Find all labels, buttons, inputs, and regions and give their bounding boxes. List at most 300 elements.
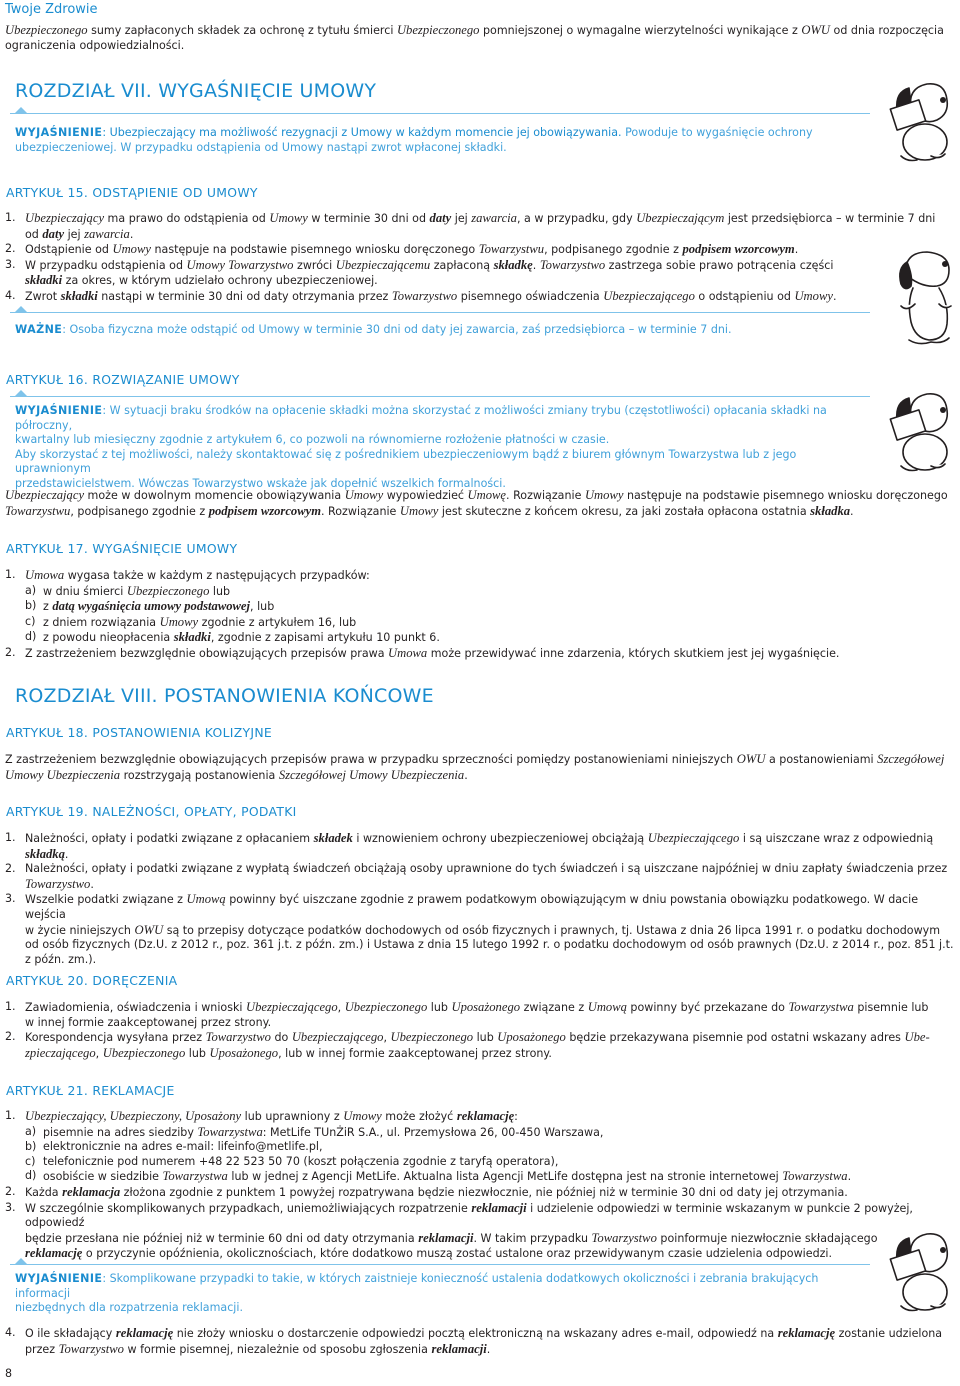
defined-term: Umową (587, 1000, 627, 1014)
note-text: : Osoba fizyczna może odstąpić od Umowy w terminie 30 dni od daty jej zawarcia, zaś przedsiębiorca – w terminie 7 dni. (62, 323, 732, 336)
text-run: Z zastrzeżeniem bezwzględnie obowiązujących przepisów prawa w przypadku sprzeczności pomiędzy postanowieniami niniejszych (5, 753, 737, 766)
text-run: . Rozwiązanie (506, 489, 585, 502)
article-20-list (5, 1000, 955, 1061)
defined-term: Umowy (159, 614, 199, 629)
text-run: w terminie 30 dni od (307, 212, 430, 225)
page-number: 8 (5, 1367, 13, 1380)
text-run: jej (451, 212, 472, 225)
defined-term-bold: reklamacji (431, 1341, 487, 1356)
defined-term-bold: reklamację (25, 1246, 83, 1261)
list-item (5, 258, 955, 289)
text-line (25, 1342, 955, 1358)
text-line (25, 258, 955, 274)
text-run: są to przepisy dotyczące podatków dochodowych od osób fizycznych i prawnych, tj. Ustawa z dnia 26 lipca 1991 r. o podatku dochodowym (163, 923, 941, 937)
text-run: W szczególnie skomplikowanych przypadkach, uniemożliwiających rozpatrzenie (25, 1201, 472, 1215)
text-line (25, 1000, 955, 1016)
text-run: lub uprawniony z (241, 1110, 344, 1123)
text-run: zgodnie z artykułem 16, lub (198, 615, 357, 629)
text-line (25, 1185, 955, 1201)
list-number: b) (25, 1140, 37, 1154)
text-run: w dniu śmierci (43, 584, 127, 598)
numbered-list (5, 568, 955, 662)
text-run: Należności, opłaty i podatki związane z opłacaniem (25, 832, 314, 845)
text-line (25, 938, 955, 953)
defined-term: OWU (736, 752, 766, 766)
text-line (25, 892, 955, 922)
text-line (25, 1046, 955, 1062)
defined-term: Umowy Towarzystwo (186, 257, 294, 272)
text-line (25, 831, 955, 847)
list-number: c) (25, 614, 36, 628)
defined-term-bold: składka (810, 503, 851, 518)
text-run: następuje na podstawie pisemnego wniosku doręczonego (150, 243, 479, 257)
text-run: , (337, 1001, 345, 1014)
article-19-list (5, 831, 955, 967)
sub-list (25, 1125, 955, 1185)
numbered-list (5, 1326, 955, 1357)
defined-term: Uposażonego (209, 1045, 279, 1060)
note-divider (10, 396, 870, 397)
intro-text: pomniejszonej o wymagalne wierzytelności wynikające z (479, 24, 802, 37)
defined-term: Ubezpieczającego (246, 1000, 338, 1014)
text-line (25, 211, 955, 227)
text-run: złożona zgodnie z punktem 1 powyżej rozpatrywana będzie niezwłocznie, nie później niż w terminie 30 dni od daty jej otrzymania. (120, 1185, 848, 1199)
defined-term: Ubezpieczonego (344, 1000, 428, 1014)
text-run: . (90, 877, 94, 891)
note-divider (10, 1264, 870, 1265)
text-run: o przyczynie opóźnienia, okolicznościach, które dodatkowo muszą zostać ustalone oraz przewidywanym czasie udzielenia odpowiedzi. (82, 1247, 833, 1261)
defined-term: Ube- (904, 1030, 930, 1045)
defined-term: Ubezpieczający (25, 211, 105, 225)
list-number: b) (25, 599, 37, 613)
list-item (25, 1155, 955, 1170)
text-run: , lub (250, 600, 275, 614)
header-title: Twoje Zdrowie (5, 2, 98, 17)
defined-term: Towarzystwo (58, 1341, 124, 1356)
text-run: zastrzega sobie prawo potrącenia części (605, 258, 834, 272)
article-16-note (15, 404, 875, 492)
article-21-list (5, 1109, 955, 1262)
note-text: Aby skorzystać z tej możliwości, należy skontaktować się z pośrednikiem ubezpieczeniowym bądź z biurem głównym Towarzystwa lub z jego uprawnionym (15, 447, 797, 476)
defined-term: Umowy (584, 488, 624, 502)
intro-term: OWU (801, 23, 831, 37)
text-run: . (832, 289, 837, 303)
text-run: Zawiadomienia, oświadczenia i wnioski (25, 1001, 247, 1014)
text-line (43, 615, 955, 631)
text-run: , zgodnie z zapisami artykułu 10 punkt 6. (210, 631, 440, 645)
text-line (25, 273, 955, 289)
defined-term: Umowa (388, 645, 428, 660)
text-line (43, 630, 955, 646)
text-run: przez (25, 1342, 59, 1356)
text-run: pisemnie na adres siedziby (43, 1125, 198, 1139)
text-run: . (464, 768, 468, 782)
defined-term: Towarzystwo (391, 288, 458, 303)
defined-term: Ubezpieczonego (126, 583, 210, 598)
text-run: wygasa także w każdym z następujących przypadków: (64, 569, 370, 582)
text-run: . (794, 243, 799, 257)
text-run: w formie pisemnej, niezależnie od sposobu zgłoszenia (123, 1342, 432, 1356)
note-label: WAŻNE (15, 323, 63, 336)
text-run: z powodu nieopłacenia (43, 631, 174, 645)
defined-term: Umowy (344, 488, 384, 502)
text-line (25, 953, 955, 968)
text-run: Zwrot (25, 289, 61, 303)
text-run: z (43, 600, 53, 614)
defined-term-bold: reklamację (777, 1326, 836, 1340)
list-item (5, 568, 955, 646)
defined-term-bold: daty (429, 211, 452, 225)
list-number: c) (25, 1154, 36, 1168)
text-run: od (25, 227, 43, 241)
text-line (43, 1169, 955, 1185)
list-number: 2. (5, 645, 16, 659)
list-item (5, 242, 955, 258)
defined-term: Towarzystwu (478, 242, 545, 257)
text-line (25, 923, 955, 939)
text-run: poinformuje niezwłocznie składającego (656, 1231, 878, 1245)
defined-term: Ubezpieczający (5, 488, 85, 502)
list-item (5, 1185, 955, 1201)
text-line (25, 877, 955, 893)
defined-term: Ubezpieczającemu (335, 257, 431, 272)
text-run: . (850, 504, 854, 518)
text-line (43, 584, 955, 600)
intro-term: Ubezpieczonego (5, 23, 88, 37)
list-item (25, 630, 955, 646)
note-pointer (15, 1258, 27, 1264)
text-run: osobiście w siedzibie (43, 1170, 163, 1184)
text-run: telefonicznie pod numerem +48 22 523 50 70 (koszt połączenia zgodnie z taryfą operatora), (43, 1154, 559, 1168)
list-number: 2. (5, 1184, 16, 1198)
intro-text: od dnia rozpoczęcia (830, 24, 944, 37)
text-line (5, 488, 955, 504)
text-run: pisemnego oświadczenia (457, 289, 604, 303)
text-line (25, 1246, 955, 1262)
article-15-title: ARTYKUŁ 15. ODSTĄPIENIE OD UMOWY (6, 185, 258, 200)
text-run: lub (185, 1046, 210, 1060)
text-run: powinny być przekazane do (626, 1001, 789, 1014)
article-17-title: ARTYKUŁ 17. WYGAŚNIĘCIE UMOWY (6, 541, 238, 556)
list-item (25, 1140, 955, 1155)
defined-term-bold: składki (25, 273, 63, 288)
text-run: , (383, 1031, 391, 1045)
note-text: przedstawicielstwem. Wówczas Towarzystwo wskaże jak dopełnić wszelkich formalności. (15, 476, 506, 490)
defined-term: Towarzystwu (5, 503, 71, 518)
sub-list (25, 584, 955, 646)
defined-term-bold: składek (313, 831, 353, 845)
list-item (25, 584, 955, 600)
defined-term: Umowy (794, 288, 833, 303)
defined-term: Towarzystwo (205, 1030, 271, 1045)
text-run: związane z (520, 1001, 588, 1014)
defined-term: OWU (134, 922, 164, 937)
text-line (5, 752, 955, 768)
text-run: . (486, 1342, 491, 1356)
defined-term-bold: reklamację (115, 1326, 174, 1340)
defined-term: Umowę (467, 488, 507, 502)
text-line (43, 1140, 955, 1155)
defined-term: Towarzystwa (162, 1169, 228, 1184)
defined-term: Umową (186, 892, 226, 907)
intro-line-1 (5, 23, 955, 39)
defined-term-bold: reklamacji (418, 1230, 474, 1245)
text-run: Odstąpienie od (25, 243, 113, 257)
list-number: 4. (5, 1326, 16, 1339)
text-run: w życie niniejszych (25, 923, 135, 937)
list-number: 4. (5, 288, 16, 302)
text-run: nastąpi w terminie 30 dni od daty otrzymania przez (97, 289, 392, 303)
article-20-title: ARTYKUŁ 20. DORĘCZENIA (6, 973, 178, 988)
list-item (5, 1109, 955, 1185)
article-21-item-4 (5, 1326, 955, 1357)
text-run: : MetLife TUnŻiR S.A., ul. Przemysłowa 26, 00-450 Warszawa, (262, 1125, 604, 1139)
list-number: 1. (5, 211, 16, 224)
text-line (25, 1030, 955, 1046)
list-item (25, 1125, 955, 1141)
text-run: i udzielenie odpowiedzi w terminie wskazanym w punkcie 2 powyżej, odpowiedź (25, 1201, 913, 1230)
text-run: . (532, 258, 540, 272)
intro-line-2: ograniczenia odpowiedzialności. (5, 38, 185, 52)
text-run: zwróci (293, 258, 336, 272)
article-18-body (5, 752, 955, 783)
text-run: , podpisanego zgodnie z (70, 504, 209, 518)
text-line (25, 862, 955, 877)
text-run: powinny być uiszczane zgodnie z prawem podatkowym obowiązującym w dniu powstania obowiązku podatkowego. W dacie wejścia (25, 893, 919, 921)
list-number: a) (25, 583, 37, 597)
text-run: wypowiedzieć (383, 489, 468, 502)
text-run: . (847, 1170, 852, 1184)
list-item (25, 1169, 955, 1185)
defined-term-bold: składkę (493, 257, 533, 272)
text-run: może w dowolnym momencie obowiązywania (84, 489, 345, 502)
text-run: a postanowieniami (765, 753, 878, 766)
defined-term: Ubezpieczającego (647, 831, 740, 845)
text-run: , podpisanego zgodnie z (544, 243, 683, 257)
text-line (25, 1109, 955, 1125)
intro-paragraph (5, 23, 955, 53)
defined-term: Umowy (343, 1109, 382, 1123)
text-run: zostanie udzielona (835, 1327, 943, 1340)
defined-term-bold: podpisem wzorcowym (208, 503, 321, 518)
text-run: do (270, 1031, 292, 1045)
defined-term: Uposażonego (497, 1030, 566, 1045)
list-item (5, 831, 955, 862)
text-run: . W takim przypadku (473, 1231, 592, 1245)
article-18-title: ARTYKUŁ 18. POSTANOWIENIA KOLIZYJNE (6, 725, 273, 740)
list-number: 1. (5, 831, 16, 844)
intro-text: sumy zapłaconych składek za ochronę z tytułu śmierci (87, 24, 397, 37)
snoopy-reading-icon (885, 380, 955, 475)
text-run: rozstrzygają postanowienia (120, 768, 279, 782)
text-run: Wszelkie podatki związane z (25, 893, 187, 907)
text-line (25, 847, 955, 863)
defined-term: Towarzystwo (591, 1230, 657, 1245)
article-16-title: ARTYKUŁ 16. ROZWIĄZANIE UMOWY (6, 372, 240, 387)
list-number: d) (25, 1169, 37, 1183)
text-run: i wznowieniem ochrony ubezpieczeniowej obciążają (352, 832, 648, 845)
defined-term: zawarcia (471, 211, 517, 225)
note-divider (10, 113, 870, 114)
text-line (5, 504, 955, 520)
text-line (25, 1201, 955, 1231)
text-run: Z zastrzeżeniem bezwzględnie obowiązujących przepisów prawa (25, 646, 389, 660)
defined-term: Szczegółowej (877, 752, 945, 766)
text-run: i są uiszczane wraz z odpowiednią (739, 832, 934, 845)
text-line (5, 768, 955, 784)
list-item (5, 1030, 955, 1061)
text-run: , lub w innej formie zaakceptowanej przez strony. (278, 1046, 552, 1060)
list-item (25, 599, 955, 615)
defined-term: Umowy (399, 503, 439, 518)
defined-term-bold: składki (173, 630, 211, 645)
list-item (5, 1000, 955, 1030)
note-text: Powoduje to wygaśnięcie ochrony (625, 126, 813, 139)
text-run: jej (64, 227, 85, 241)
text-line (25, 289, 955, 305)
note-text: : Skomplikowane przypadki to takie, w których zaistnieje konieczność ustalenia dodatkowych okoliczności i zebrania brakujących informacji (15, 1272, 819, 1300)
article-21-title: ARTYKUŁ 21. REKLAMACJE (6, 1083, 175, 1098)
article-21-note (15, 1272, 875, 1316)
list-number: 1. (5, 568, 16, 581)
text-run: . (129, 227, 134, 241)
text-run: elektronicznie na adres e-mail: lifeinfo@metlife.pl, (43, 1140, 323, 1154)
defined-term-bold: reklamacja (62, 1184, 121, 1199)
list-item (5, 646, 955, 662)
list-item (5, 211, 955, 242)
text-run: następuje na podstawie pisemnego wniosku doręczonego (623, 489, 948, 502)
note-label: WYJAŚNIENIE (15, 1272, 103, 1285)
list-number: a) (25, 1124, 37, 1138)
list-number: 2. (5, 242, 16, 256)
text-run: jest przedsiębiorca – w terminie 7 dni (724, 212, 936, 225)
text-run: : (514, 1110, 518, 1123)
text-run: będzie przekazywana pisemnie pod ostatni wskazany adres (565, 1031, 905, 1045)
snoopy-standing-icon (895, 248, 957, 350)
defined-term: Uposażonego (451, 1000, 521, 1014)
article-17-list (5, 568, 955, 662)
list-number: 3. (5, 257, 16, 271)
note-label: WYJAŚNIENIE (15, 126, 103, 139)
defined-term-bold: reklamację (456, 1109, 515, 1123)
text-run: W przypadku odstąpienia od (25, 258, 187, 272)
article-15-list (5, 211, 955, 305)
list-item (5, 862, 955, 892)
snoopy-reading-icon (885, 70, 955, 165)
text-run: z późn. zm.). (25, 952, 97, 966)
text-line (25, 227, 955, 243)
list-item (25, 615, 955, 631)
text-run: lub w jednej z Agencji MetLife. Aktualna lista Agencji MetLife dostępna jest na stronie internetowej (227, 1170, 783, 1184)
defined-term: Towarzystwo (25, 876, 91, 891)
list-number: 2. (5, 862, 16, 876)
text-run: o odstąpieniu od (694, 289, 795, 303)
text-line (43, 1125, 955, 1141)
defined-term: zawarcia (84, 226, 130, 241)
text-run: . (64, 847, 69, 861)
defined-term: Umowy Ubezpieczenia (5, 767, 121, 782)
defined-term: Ubezpieczający, Ubezpieczony, Uposażony (25, 1109, 242, 1123)
text-line (25, 1326, 955, 1342)
text-run: może przewidywać inne zdarzenia, których skutkiem jest jej wygaśnięcie. (427, 646, 840, 660)
defined-term: Umowa (25, 568, 65, 582)
text-run: . Rozwiązanie (321, 504, 400, 518)
intro-term: Ubezpieczonego (396, 23, 480, 37)
text-line (25, 1231, 955, 1247)
text-run: Korespondencja wysyłana przez (25, 1031, 206, 1045)
text-run: , (95, 1046, 103, 1060)
text-run: zapłaconą (430, 258, 494, 272)
list-number: 3. (5, 1200, 16, 1214)
text-line (25, 1016, 955, 1031)
defined-term: Towarzystwa (782, 1169, 848, 1184)
text-run: nie złoży wniosku o dostarczenie odpowiedzi pocztą elektroniczną na wskazany adres e-mail, odpowiedź na (173, 1327, 778, 1340)
defined-term: Ubezpieczającego (603, 288, 695, 303)
text-run: Należności, opłaty i podatki związane z wypłatą świadczeń obciążają osoby uprawnione do tych świadczeń i są uiszczane najpóźniej w dniu zapłaty świadczenia przez (25, 862, 948, 876)
note-text: niezbędnych dla rozpatrzenia reklamacji. (15, 1301, 243, 1315)
chapter-7-title: ROZDZIAŁ VII. WYGAŚNIĘCIE UMOWY (15, 80, 377, 102)
list-item (5, 1326, 955, 1357)
snoopy-reading-icon (885, 1220, 955, 1315)
text-run: w innej formie zaakceptowanej przez strony. (25, 1015, 272, 1029)
defined-term-bold: daty (42, 226, 65, 241)
note-text: ubezpieczeniowej. W przypadku odstąpienia od Umowy nastąpi zwrot wpłaconej składki. (15, 140, 507, 154)
text-line (43, 599, 955, 615)
note-text: : W sytuacji braku środków na opłacenie składki można skorzystać z możliwości zmiany trybu (częstotliwości) opłacania składki na półroczny, (15, 404, 827, 432)
text-run: za okres, w którym udzielało ochrony ubezpieczeniowej. (62, 274, 378, 288)
list-item (5, 892, 955, 967)
list-number: 1. (5, 1000, 16, 1013)
defined-term: Towarzystwa (788, 1000, 854, 1014)
chapter-7-note (15, 126, 865, 155)
note-text: : Ubezpieczający ma możliwość rezygnacji z Umowy w każdym momencie jej obowiązywania. (102, 126, 626, 139)
defined-term: Ubezpieczonego (390, 1030, 474, 1045)
text-run: może złożyć (381, 1110, 457, 1123)
list-number: 3. (5, 892, 16, 906)
numbered-list (5, 1109, 955, 1262)
text-run: ma prawo do odstąpienia od (104, 212, 270, 225)
text-run: , a w przypadku, gdy (516, 212, 637, 225)
list-number: 1. (5, 1109, 16, 1122)
article-19-title: ARTYKUŁ 19. NALEŻNOŚCI, OPŁATY, PODATKI (6, 804, 297, 819)
text-run: od osób fizycznych (Dz.U. z 2012 r., poz. 361 j.t. z późn. zm.) i Ustawa z dnia 15 lutego 1992 r. o podatku dochodowym od osób prawnych (Dz.U. z 2014 r., poz. 851 j.t. (25, 938, 954, 952)
text-run: lub (209, 584, 231, 598)
note-text: kwartalny lub miesięczny zgodnie z artykułem 6, co pozwoli na równomierne rozłożenie płatności w czasie. (15, 433, 610, 447)
defined-term: zpieczającego (25, 1045, 96, 1060)
text-run: z dniem rozwiązania (43, 615, 160, 629)
defined-term: Umowy (269, 211, 308, 225)
defined-term-bold: reklamacji (471, 1200, 527, 1215)
chapter-8-title: ROZDZIAŁ VIII. POSTANOWIENIA KOŃCOWE (15, 685, 434, 707)
note-pointer (15, 306, 27, 312)
text-line (25, 646, 955, 662)
note-pointer (15, 107, 27, 113)
defined-term: Szczegółowej Umowy Ubezpieczenia (278, 767, 465, 782)
text-run: lub (427, 1001, 452, 1014)
defined-term: Ubezpieczonego (102, 1045, 186, 1060)
text-run: Każda (25, 1185, 63, 1199)
text-run: O ile składający (25, 1327, 116, 1340)
text-run: lub (473, 1031, 498, 1045)
note-pointer (15, 390, 27, 396)
note-label: WYJAŚNIENIE (15, 404, 103, 417)
list-number: 2. (5, 1030, 16, 1044)
list-item (5, 289, 955, 305)
defined-term-bold: podpisem wzorcowym (682, 242, 795, 257)
text-line (25, 568, 955, 584)
defined-term: Ubezpieczającego (291, 1030, 384, 1045)
text-line (25, 242, 955, 258)
